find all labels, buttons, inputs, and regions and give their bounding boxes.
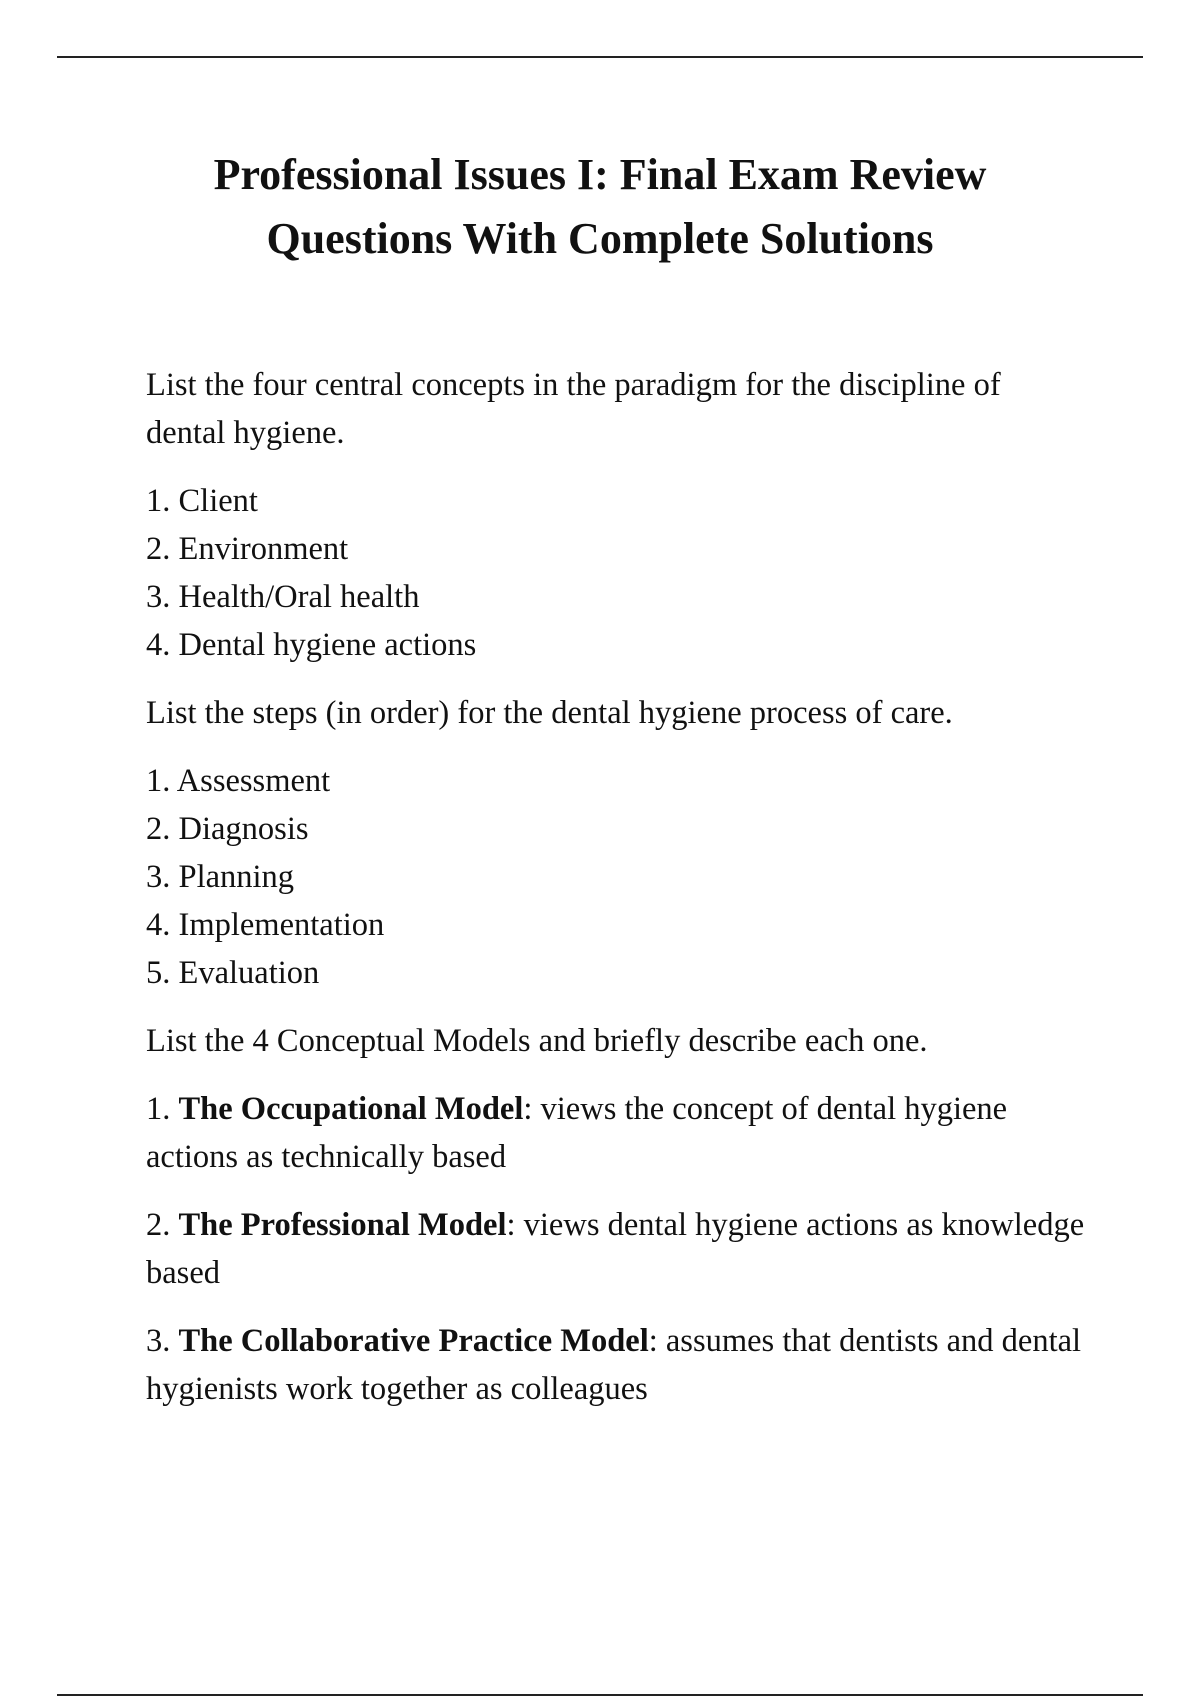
question-process-of-care: List the steps (in order) for the dental hygiene process of care. (146, 695, 953, 731)
answer-list-process-of-care (146, 757, 1086, 997)
answer-list-paradigm-concepts (146, 477, 1086, 669)
model-description: : assumes that dentists and dental hygienists work together as colleagues (146, 1323, 1082, 1407)
model-name: The Collaborative Practice Model (178, 1323, 649, 1359)
model-collaborative-practice (146, 1317, 1086, 1413)
list-item: 3. Health/Oral health (146, 579, 420, 615)
model-description: : views dental hygiene actions as knowledge based (146, 1207, 1085, 1291)
list-item: 4. Dental hygiene actions (146, 627, 477, 663)
list-item: 2. Diagnosis (146, 811, 309, 847)
list-item: 1. Assessment (146, 763, 331, 799)
top-rule (57, 56, 1143, 58)
question-paradigm-concepts: List the four central concepts in the paradigm for the discipline of dental hygiene. (146, 367, 1001, 451)
model-number: 1. (146, 1091, 179, 1127)
model-name: The Professional Model (178, 1207, 507, 1243)
model-professional (146, 1201, 1086, 1297)
model-occupational (146, 1085, 1086, 1181)
list-item: 5. Evaluation (146, 955, 320, 991)
list-item: 3. Planning (146, 859, 295, 895)
list-item: 1. Client (146, 483, 258, 519)
question-conceptual-models: List the 4 Conceptual Models and briefly describe each one. (146, 1023, 928, 1059)
model-description: : views the concept of dental hygiene actions as technically based (146, 1091, 1008, 1175)
title-line-1: Professional Issues I: Final Exam Review (213, 150, 987, 199)
bottom-rule (57, 1694, 1143, 1696)
list-item: 2. Environment (146, 531, 349, 567)
model-number: 3. (146, 1323, 179, 1359)
title-line-2: Questions With Complete Solutions (266, 214, 934, 263)
page-title (100, 143, 1100, 271)
list-item: 4. Implementation (146, 907, 385, 943)
model-name: The Occupational Model (178, 1091, 524, 1127)
document-body (146, 361, 1086, 1413)
model-number: 2. (146, 1207, 179, 1243)
